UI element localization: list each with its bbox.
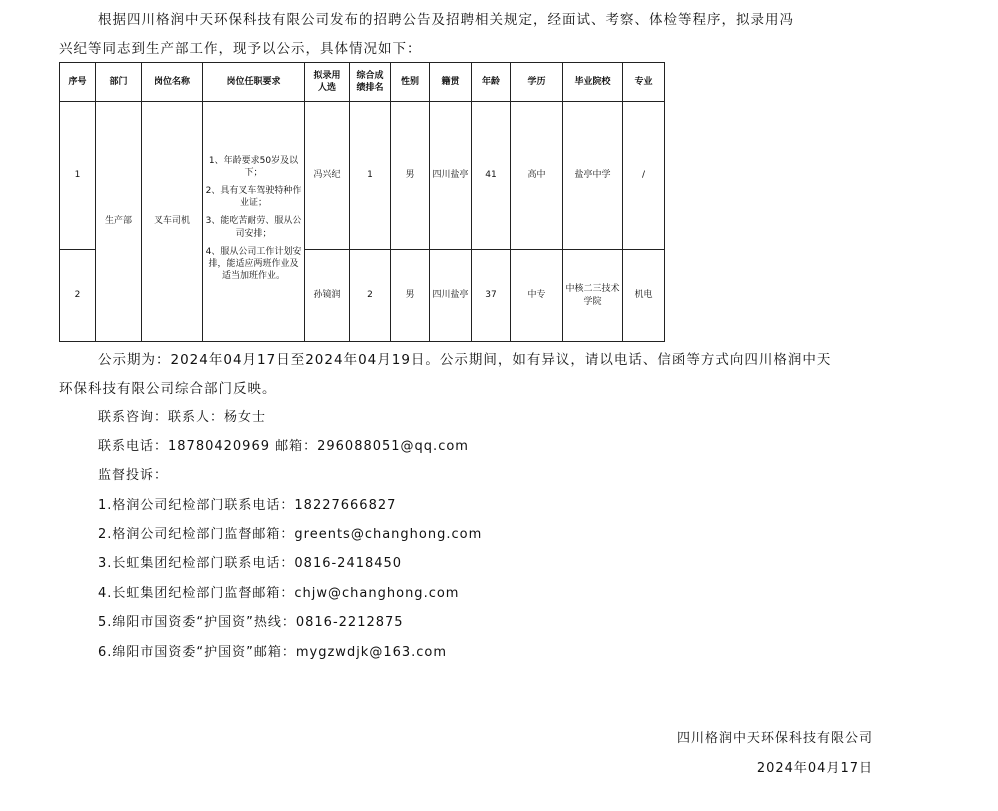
header-age: 年龄 [472, 63, 511, 102]
cell-seq: 2 [60, 250, 96, 342]
cell-name: 孙镜润 [305, 250, 350, 342]
header-rank [350, 63, 391, 102]
header-hire-line-2: 人选 [317, 83, 336, 93]
contact-phone: 联系电话：18780420969 邮箱：296088051@qq.com [98, 439, 469, 454]
header-dept: 部门 [96, 63, 142, 102]
cell-position: 叉车司机 [142, 102, 203, 342]
cell-education: 中专 [511, 250, 563, 342]
cell-school: 中核二三技术学院 [563, 250, 623, 342]
cell-gender: 男 [391, 250, 430, 342]
cell-name: 冯兴纪 [305, 102, 350, 250]
cell-age: 41 [472, 102, 511, 250]
header-school: 毕业院校 [563, 63, 623, 102]
supervision-item: 6.绵阳市国资委“护国资”邮箱：mygzwdjk@163.com [98, 645, 448, 660]
header-hire-line-1: 拟录用 [313, 70, 341, 81]
notice-line-2: 环保科技有限公司综合部门反映。 [59, 381, 277, 397]
cell-school: 盐亭中学 [563, 102, 623, 250]
cell-major: 机电 [623, 250, 665, 342]
header-requirements: 岗位任职要求 [203, 63, 305, 102]
supervision-title: 监督投诉： [98, 468, 169, 483]
intro-line-1: 根据四川格润中天环保科技有限公司发布的招聘公告及招聘相关规定，经面试、考察、体检等程序，拟录用冯 [98, 12, 794, 28]
supervision-item: 3.长虹集团纪检部门联系电话：0816-2418450 [98, 556, 403, 571]
intro-line-2: 兴纪等同志到生产部工作，现予以公示，具体情况如下： [59, 41, 422, 57]
cell-seq: 1 [60, 102, 96, 250]
requirement-item: 2、具有叉车驾驶特种作业证； [205, 186, 302, 209]
cell-age: 37 [472, 250, 511, 342]
requirement-item: 4、服从公司工作计划安排，能适应两班作业及适当加班作业。 [205, 246, 302, 281]
hiring-table [59, 62, 665, 342]
header-gender: 性别 [391, 63, 430, 102]
requirement-item: 1、年龄要求50岁及以下； [208, 155, 299, 178]
contact-person: 联系咨询：联系人：杨女士 [98, 410, 267, 425]
cell-rank: 1 [350, 102, 391, 250]
cell-department: 生产部 [96, 102, 142, 342]
header-education: 学历 [511, 63, 563, 102]
supervision-item: 4.长虹集团纪检部门监督邮箱：chjw@changhong.com [98, 586, 460, 601]
header-hire [305, 63, 350, 102]
requirement-item: 3、能吃苦耐劳、服从公司安排； [205, 216, 302, 239]
notice-line-1: 公示期为：2024年04月17日至2024年04月19日。公示期间，如有异议，请以电话、信函等方式向四川格润中天 [98, 352, 832, 368]
cell-requirements [203, 102, 305, 342]
header-seq: 序号 [60, 63, 96, 102]
header-origin: 籍贯 [430, 63, 472, 102]
header-rank-line-1: 综合成 [356, 70, 384, 81]
header-rank-line-2: 绩排名 [356, 83, 384, 93]
supervision-item: 2.格润公司纪检部门监督邮箱：greents@changhong.com [98, 527, 483, 542]
signature-date: 2024年04月17日 [756, 761, 873, 776]
table-header-row [60, 63, 665, 102]
supervision-item: 1.格润公司纪检部门联系电话：18227666827 [98, 498, 397, 513]
header-major: 专业 [623, 63, 665, 102]
cell-origin: 四川盐亭 [430, 102, 472, 250]
cell-rank: 2 [350, 250, 391, 342]
cell-gender: 男 [391, 102, 430, 250]
header-position: 岗位名称 [142, 63, 203, 102]
supervision-item: 5.绵阳市国资委“护国资”热线：0816-2212875 [98, 615, 404, 630]
cell-major: / [623, 102, 665, 250]
signature-company: 四川格润中天环保科技有限公司 [676, 731, 873, 746]
cell-education: 高中 [511, 102, 563, 250]
cell-origin: 四川盐亭 [430, 250, 472, 342]
table-row [60, 102, 665, 250]
